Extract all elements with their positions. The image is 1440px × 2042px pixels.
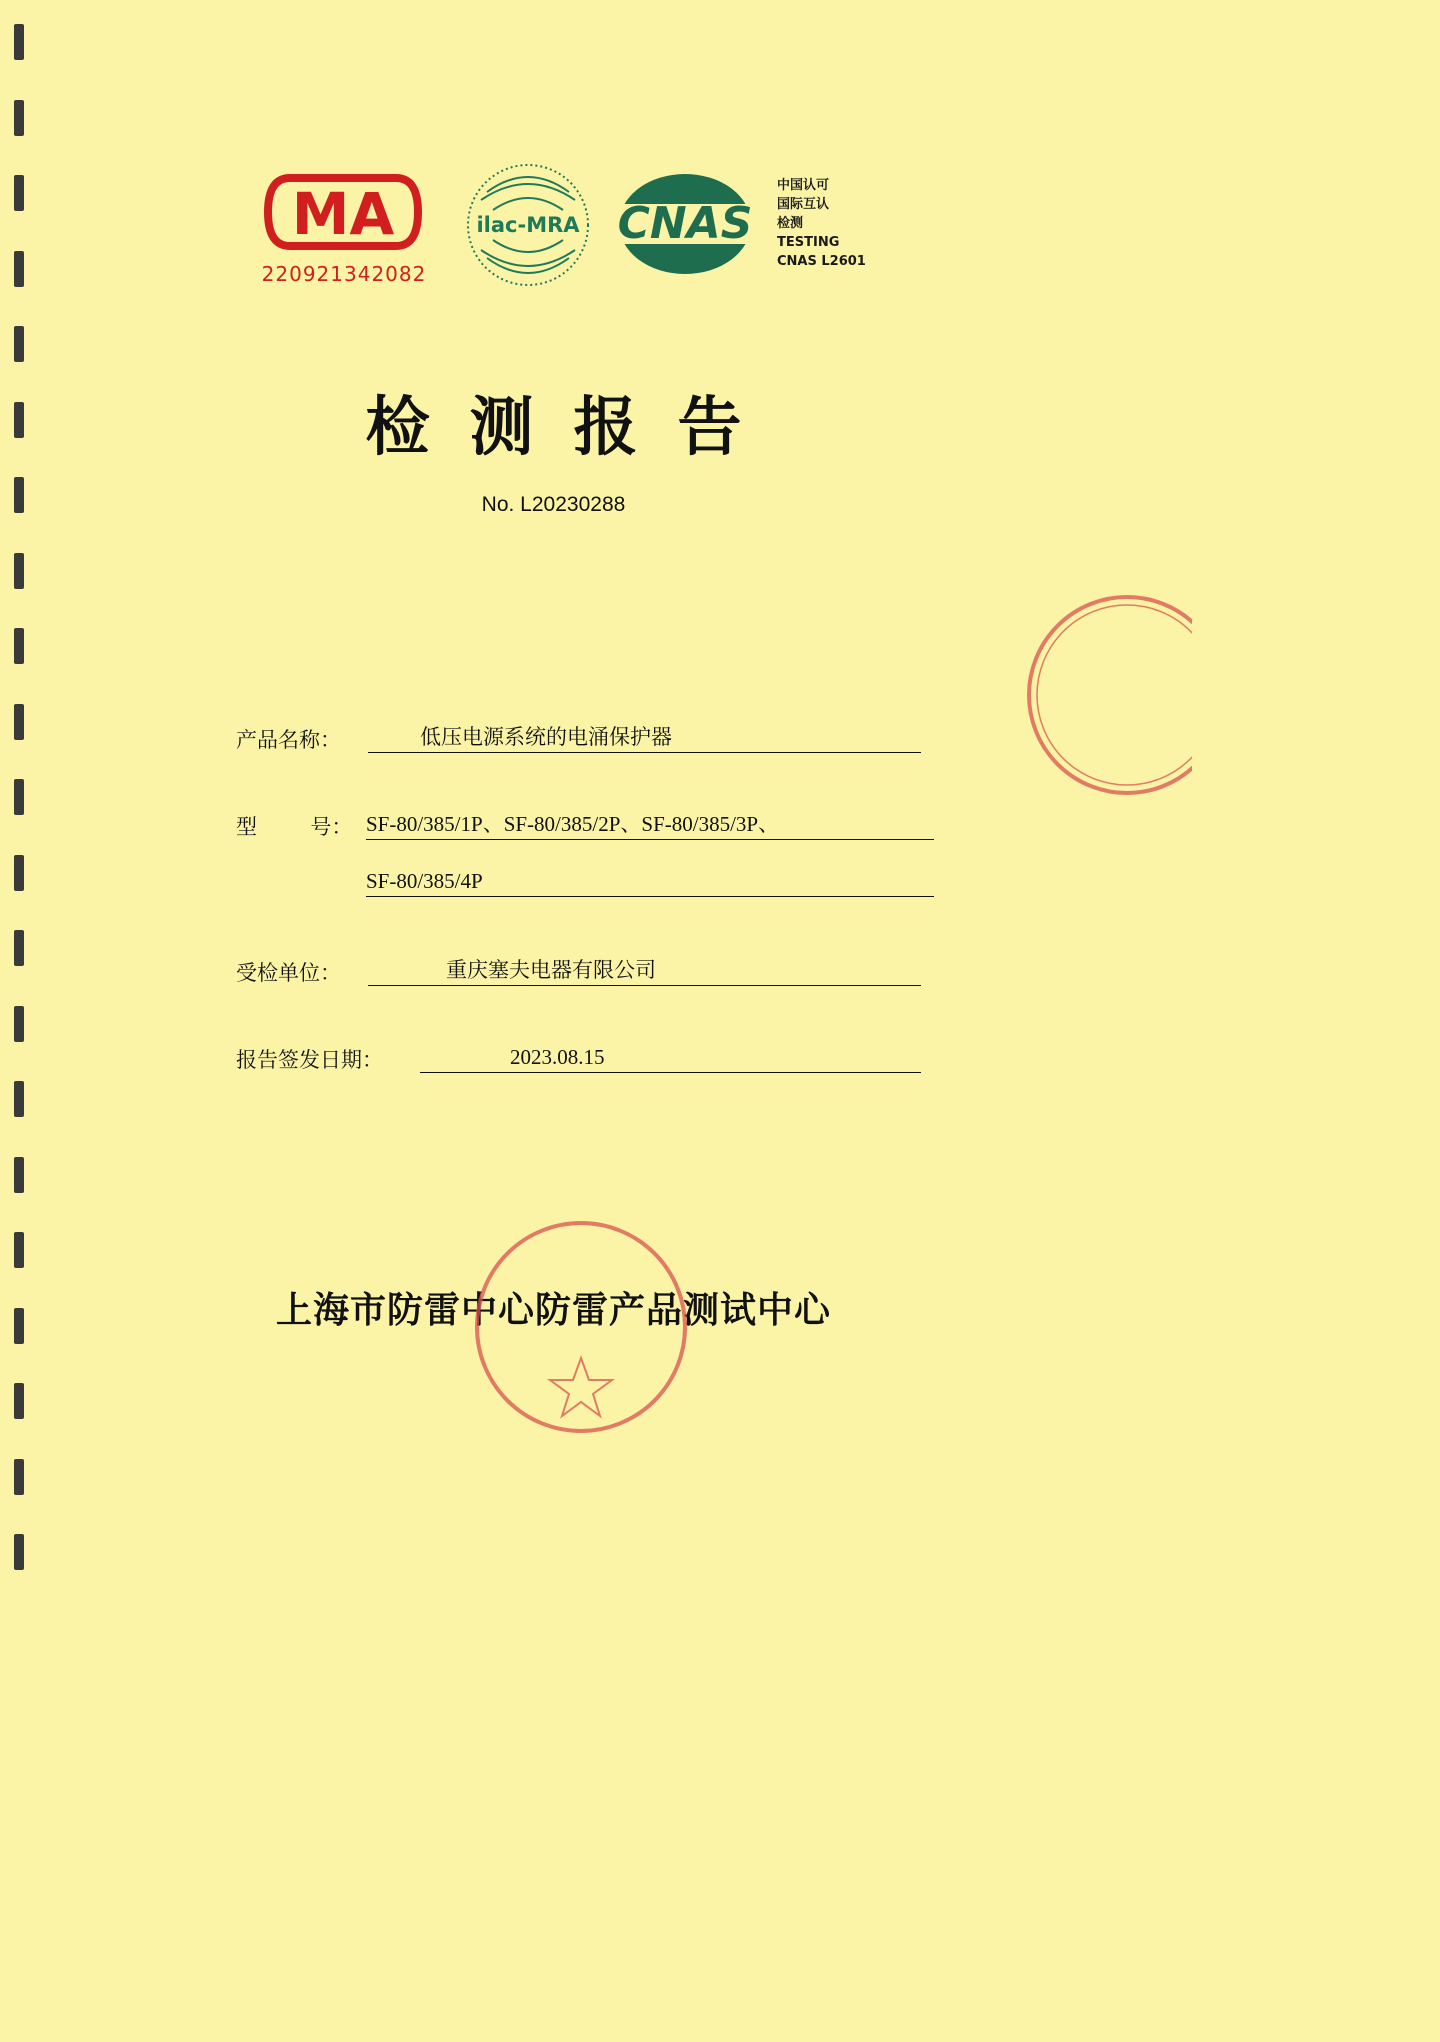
- model-value-line-1: SF-80/385/1P、SF-80/385/2P、SF-80/385/3P、: [366, 812, 780, 836]
- binding-hole: [14, 1006, 24, 1042]
- ilac-mark: ilac-MRA: [476, 213, 580, 237]
- binding-hole: [14, 930, 24, 966]
- client-field: [368, 955, 921, 986]
- client-value: 重庆塞夫电器有限公司: [446, 958, 656, 982]
- model-label: 型 号：: [236, 815, 353, 839]
- cnas-caption-line: 检测: [777, 216, 804, 231]
- cma-mark: MA: [291, 180, 395, 248]
- cnas-caption-line: TESTING: [777, 235, 840, 250]
- official-seal-stamp-icon: [472, 1218, 690, 1436]
- product-name-label: 产品名称：: [236, 728, 341, 752]
- binding-hole: [14, 855, 24, 891]
- edge-seal-stamp-icon: [1022, 590, 1192, 800]
- cnas-caption-line: CNAS L2601: [777, 254, 866, 269]
- model-field-line-2: [366, 866, 934, 897]
- issue-date-field: [420, 1042, 921, 1073]
- binding-hole: [14, 1081, 24, 1117]
- cnas-caption: [777, 176, 866, 271]
- issue-date-label: 报告签发日期：: [236, 1048, 383, 1072]
- model-field-line-1: [366, 809, 934, 840]
- document-title: 检测报告: [365, 391, 782, 465]
- cma-logo-icon: [262, 168, 424, 256]
- ilac-mra-logo-icon: [463, 160, 593, 290]
- binding-hole: [14, 1534, 24, 1570]
- cnas-caption-line: 国际互认: [777, 197, 830, 212]
- binding-hole: [14, 326, 24, 362]
- binding-hole: [14, 251, 24, 287]
- binding-hole: [14, 100, 24, 136]
- product-name-value: 低压电源系统的电涌保护器: [420, 725, 672, 749]
- cma-number: 220921342082: [261, 262, 427, 286]
- cnas-caption-line: 中国认可: [777, 178, 830, 193]
- cnas-mark: CNAS: [617, 198, 753, 249]
- binding-hole: [14, 704, 24, 740]
- binding-hole: [14, 175, 24, 211]
- binding-hole: [14, 24, 24, 60]
- model-value-line-2: SF-80/385/4P: [366, 869, 483, 893]
- issue-date-value: 2023.08.15: [510, 1045, 605, 1069]
- binding-hole: [14, 1383, 24, 1419]
- binding-hole: [14, 779, 24, 815]
- cnas-logo-icon: [612, 170, 758, 278]
- report-number: No. L20230288: [481, 493, 626, 516]
- client-label: 受检单位：: [236, 961, 341, 985]
- binding-hole: [14, 628, 24, 664]
- binding-hole: [14, 1459, 24, 1495]
- binding-hole: [14, 553, 24, 589]
- binding-hole: [14, 1232, 24, 1268]
- binding-hole: [14, 1157, 24, 1193]
- product-name-field: [368, 722, 921, 753]
- issuer-name: 上海市防雷中心防雷产品测试中心: [275, 1290, 831, 1331]
